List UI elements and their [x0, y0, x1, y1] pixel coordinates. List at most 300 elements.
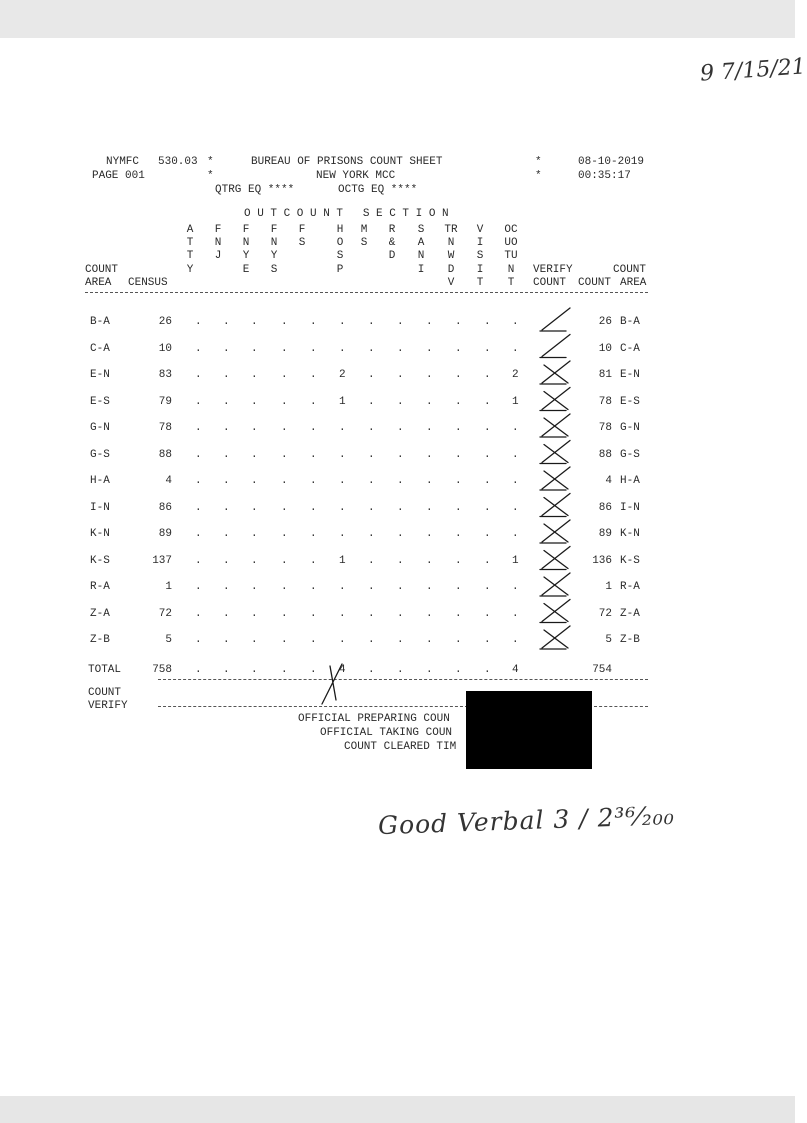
empty-cell-dot: . — [281, 395, 288, 408]
count-cell: 86 — [598, 501, 612, 514]
empty-cell-dot: . — [426, 395, 433, 408]
verify-slash-stroke — [542, 520, 570, 542]
outcount-header-letter: R — [388, 224, 396, 236]
empty-cell-dot: . — [368, 663, 375, 676]
empty-cell-dot: . — [195, 528, 202, 540]
empty-cell-dot: . — [310, 501, 317, 514]
empty-cell-dot: . — [195, 369, 202, 381]
outcount-header-letter: V — [476, 224, 484, 236]
empty-cell-dot: . — [195, 316, 202, 328]
outcount-header-letter: A — [417, 237, 425, 250]
empty-cell-dot: . — [397, 581, 404, 593]
empty-cell-dot: . — [223, 475, 230, 487]
count-area-header-1: COUNT — [85, 264, 119, 276]
empty-cell-dot: . — [251, 528, 258, 540]
verify-cross-stroke — [544, 630, 568, 648]
empty-cell-dot: . — [426, 501, 433, 514]
empty-cell-dot: . — [484, 663, 491, 676]
verify-slash-stroke — [542, 547, 570, 569]
empty-cell-dot: . — [512, 342, 519, 355]
empty-cell-dot: . — [339, 342, 346, 355]
outcount-header-letter: TR — [444, 224, 458, 236]
empty-cell-dot: . — [281, 634, 288, 646]
total-label: TOTAL — [88, 663, 122, 676]
empty-cell-dot: . — [251, 369, 258, 381]
verify-cross-stroke — [544, 604, 568, 622]
outcount-header-letter: F — [242, 224, 250, 236]
count-area-cell: C-A — [90, 342, 110, 355]
outcount-header-letter: S — [360, 237, 368, 250]
count-cell: 1 — [605, 581, 612, 593]
outcount-value: 1 — [512, 395, 519, 408]
verify-slash-stroke — [542, 308, 570, 330]
empty-cell-dot: . — [426, 554, 433, 567]
empty-cell-dot: . — [223, 501, 230, 514]
header-asterisk: * — [207, 156, 214, 168]
census-cell: 86 — [158, 501, 172, 514]
empty-cell-dot: . — [397, 634, 404, 646]
count-area-cell: I-N — [90, 501, 110, 514]
empty-cell-dot: . — [484, 342, 491, 355]
report-number: 530.03 — [158, 156, 198, 168]
right-count-header: COUNT — [613, 264, 647, 276]
outcount-header-letter: I — [476, 263, 484, 276]
empty-cell-dot: . — [512, 422, 519, 434]
census-cell: 26 — [158, 316, 172, 328]
census-cell: 88 — [158, 448, 172, 461]
census-cell: 10 — [158, 342, 172, 355]
report-title: BUREAU OF PRISONS COUNT SHEET — [251, 156, 443, 168]
outcount-header-letter: N — [507, 263, 515, 276]
empty-cell-dot: . — [484, 554, 491, 567]
outcount-header-letter: P — [336, 263, 344, 276]
empty-cell-dot: . — [368, 501, 375, 514]
empty-cell-dot: . — [339, 422, 346, 434]
empty-cell-dot: . — [223, 607, 230, 620]
empty-cell-dot: . — [512, 501, 519, 514]
empty-cell-dot: . — [223, 554, 230, 567]
count-area-right-cell: Z-A — [620, 607, 640, 620]
page-number: PAGE 001 — [92, 170, 145, 182]
empty-cell-dot: . — [512, 475, 519, 487]
empty-cell-dot: . — [368, 634, 375, 646]
empty-cell-dot: . — [397, 501, 404, 514]
empty-cell-dot: . — [339, 634, 346, 646]
count-area-right-cell: H-A — [620, 475, 640, 487]
census-header: CENSUS — [128, 277, 168, 289]
empty-cell-dot: . — [251, 634, 258, 646]
empty-cell-dot: . — [310, 663, 317, 676]
outcount-value: 2 — [339, 369, 346, 381]
empty-cell-dot: . — [368, 422, 375, 434]
empty-cell-dot: . — [455, 475, 462, 487]
empty-cell-dot: . — [484, 581, 491, 593]
empty-cell-dot: . — [251, 663, 258, 676]
empty-cell-dot: . — [281, 422, 288, 434]
empty-cell-dot: . — [426, 607, 433, 620]
empty-cell-dot: . — [512, 316, 519, 328]
empty-cell-dot: . — [455, 316, 462, 328]
outcount-header-letter: A — [186, 224, 194, 236]
empty-cell-dot: . — [223, 528, 230, 540]
empty-cell-dot: . — [223, 422, 230, 434]
outcount-header-letter: I — [476, 237, 484, 250]
right-area-header: AREA — [620, 277, 647, 289]
census-cell: 137 — [152, 554, 172, 567]
empty-cell-dot: . — [455, 663, 462, 676]
outcount-header-letter: S — [417, 224, 425, 236]
empty-cell-dot: . — [426, 634, 433, 646]
outcount-header-letter: OC — [504, 224, 518, 236]
outcount-header-letter: S — [336, 250, 344, 263]
empty-cell-dot: . — [251, 554, 258, 567]
outcount-header-letter: M — [360, 224, 368, 236]
outcount-header-letter: Y — [242, 250, 250, 263]
outcount-header-letter: T — [476, 276, 484, 289]
outcount-header-letter: Y — [270, 250, 278, 263]
outcount-value: 1 — [339, 395, 346, 408]
empty-cell-dot: . — [484, 316, 491, 328]
count-area-cell: E-S — [90, 395, 110, 408]
count-cell: 26 — [598, 316, 612, 328]
outcount-header-letter: D — [447, 263, 455, 276]
empty-cell-dot: . — [223, 342, 230, 355]
count-cell: 78 — [598, 422, 612, 434]
empty-cell-dot: . — [251, 342, 258, 355]
empty-cell-dot: . — [310, 634, 317, 646]
empty-cell-dot: . — [310, 581, 317, 593]
empty-cell-dot: . — [455, 448, 462, 461]
verify-cross-stroke — [544, 471, 568, 489]
count-area-cell: G-N — [90, 422, 110, 434]
empty-cell-dot: . — [426, 581, 433, 593]
empty-cell-dot: . — [426, 528, 433, 540]
empty-cell-dot: . — [195, 342, 202, 355]
empty-cell-dot: . — [223, 634, 230, 646]
empty-cell-dot: . — [195, 475, 202, 487]
empty-cell-dot: . — [339, 581, 346, 593]
outcount-header-letter: & — [388, 237, 396, 250]
verify-cross-stroke — [544, 365, 568, 383]
header-asterisk: * — [535, 170, 542, 182]
empty-cell-dot: . — [339, 316, 346, 328]
verify-slash-stroke — [542, 388, 570, 410]
empty-cell-dot: . — [426, 663, 433, 676]
empty-cell-dot: . — [484, 448, 491, 461]
count-area-right-cell: E-S — [620, 395, 640, 408]
empty-cell-dot: . — [310, 607, 317, 620]
empty-cell-dot: . — [426, 316, 433, 328]
outcount-section-heading: O U T C O U N T S E C T I O N — [244, 208, 449, 220]
count-cell: 78 — [598, 395, 612, 408]
verify-slash-stroke — [542, 626, 570, 648]
empty-cell-dot: . — [223, 316, 230, 328]
empty-cell-dot: . — [455, 528, 462, 540]
verify-cross-stroke — [544, 498, 568, 516]
empty-cell-dot: . — [339, 528, 346, 540]
empty-cell-dot: . — [426, 448, 433, 461]
empty-cell-dot: . — [426, 475, 433, 487]
count-cleared-time: COUNT CLEARED TIM — [344, 741, 457, 753]
empty-cell-dot: . — [426, 369, 433, 381]
count-area-header-2: AREA — [85, 277, 112, 289]
empty-cell-dot: . — [281, 554, 288, 567]
empty-cell-dot: . — [195, 554, 202, 567]
count-cell: 136 — [592, 554, 612, 567]
census-cell: 83 — [158, 369, 172, 381]
empty-cell-dot: . — [339, 607, 346, 620]
verify-slash-stroke — [542, 494, 570, 516]
empty-cell-dot: . — [455, 607, 462, 620]
count-area-cell: H-A — [90, 475, 110, 487]
empty-cell-dot: . — [368, 528, 375, 540]
empty-cell-dot: . — [223, 395, 230, 408]
official-preparing: OFFICIAL PREPARING COUN — [298, 713, 450, 725]
empty-cell-dot: . — [281, 475, 288, 487]
count-area-cell: E-N — [90, 369, 110, 381]
empty-cell-dot: . — [484, 395, 491, 408]
handwritten-date: 9 7/15/21 — [699, 54, 807, 87]
empty-cell-dot: . — [368, 581, 375, 593]
empty-cell-dot: . — [195, 634, 202, 646]
census-cell: 79 — [158, 395, 172, 408]
count-area-cell: K-N — [90, 528, 110, 540]
empty-cell-dot: . — [455, 422, 462, 434]
count-cell: 88 — [598, 448, 612, 461]
count-area-right-cell: C-A — [620, 342, 640, 355]
count-cell: 10 — [598, 342, 612, 355]
scan-border-bottom — [0, 1096, 795, 1123]
empty-cell-dot: . — [195, 501, 202, 514]
count-area-right-cell: Z-B — [620, 634, 640, 646]
outcount-header-letter: N — [417, 250, 425, 263]
empty-cell-dot: . — [484, 528, 491, 540]
outcount-header-letter: F — [270, 224, 278, 236]
count-area-cell: B-A — [90, 316, 110, 328]
system-code: NYMFC — [106, 156, 140, 168]
empty-cell-dot: . — [223, 448, 230, 461]
count-cell: 72 — [598, 607, 612, 620]
verify-cross-stroke — [544, 524, 568, 542]
empty-cell-dot: . — [455, 554, 462, 567]
empty-cell-dot: . — [195, 663, 202, 676]
count-area-right-cell: K-S — [620, 554, 640, 567]
empty-cell-dot: . — [368, 342, 375, 355]
empty-cell-dot: . — [310, 342, 317, 355]
empty-cell-dot: . — [223, 663, 230, 676]
outcount-header-letter: T — [186, 237, 194, 250]
outcount-header-letter: TU — [504, 250, 518, 263]
count-area-cell: R-A — [90, 581, 110, 593]
empty-cell-dot: . — [368, 395, 375, 408]
empty-cell-dot: . — [455, 395, 462, 408]
header-asterisk: * — [207, 170, 214, 182]
count-verify-label-2: VERIFY — [88, 700, 128, 712]
count-cell: 4 — [605, 475, 612, 487]
outcount-header-letter: T — [186, 250, 194, 263]
total-count: 754 — [592, 663, 612, 676]
empty-cell-dot: . — [251, 607, 258, 620]
count-cell: 5 — [605, 634, 612, 646]
verify-cross-stroke — [544, 445, 568, 463]
empty-cell-dot: . — [368, 475, 375, 487]
empty-cell-dot: . — [512, 607, 519, 620]
empty-cell-dot: . — [397, 316, 404, 328]
verify-slash-stroke — [542, 441, 570, 463]
empty-cell-dot: . — [397, 554, 404, 567]
empty-cell-dot: . — [426, 342, 433, 355]
official-taking: OFFICIAL TAKING COUN — [320, 727, 453, 739]
outcount-header-letter: O — [336, 237, 344, 250]
outcount-header-letter: S — [270, 263, 278, 276]
empty-cell-dot: . — [512, 448, 519, 461]
empty-cell-dot: . — [455, 369, 462, 381]
verify-slash-stroke — [542, 361, 570, 383]
empty-cell-dot: . — [484, 634, 491, 646]
outcount-header-letter: N — [270, 237, 278, 250]
outcount-header-letter: H — [336, 224, 344, 236]
empty-cell-dot: . — [251, 395, 258, 408]
outcount-header-letter: I — [417, 263, 425, 276]
empty-cell-dot: . — [251, 581, 258, 593]
count-area-right-cell: K-N — [620, 528, 640, 540]
outcount-value: 1 — [512, 554, 519, 567]
empty-cell-dot: . — [368, 448, 375, 461]
empty-cell-dot: . — [251, 475, 258, 487]
empty-cell-dot: . — [368, 369, 375, 381]
outcount-header-letter: Y — [186, 263, 194, 276]
outcount-header-letter: S — [298, 237, 306, 250]
count-area-cell: K-S — [90, 554, 110, 567]
empty-cell-dot: . — [484, 369, 491, 381]
count-area-right-cell: G-N — [620, 422, 640, 434]
empty-cell-dot: . — [512, 528, 519, 540]
count-verify-label-1: COUNT — [88, 687, 122, 699]
outcount-header-letter: F — [298, 224, 306, 236]
facility-name: NEW YORK MCC — [316, 170, 396, 182]
handwritten-verbal-note: Good Verbal 3 / 2³⁶⁄₂₀₀ — [377, 800, 676, 841]
outcount-header-letter: J — [214, 250, 222, 263]
empty-cell-dot: . — [484, 422, 491, 434]
empty-cell-dot: . — [310, 422, 317, 434]
census-cell: 72 — [158, 607, 172, 620]
verify-cross-stroke — [544, 577, 568, 595]
empty-cell-dot: . — [397, 342, 404, 355]
outcount-header-letter: W — [447, 250, 455, 263]
outcount-header-letter: UO — [504, 237, 518, 250]
outcount-header-letter: N — [447, 237, 455, 250]
count-area-cell: Z-B — [90, 634, 110, 646]
empty-cell-dot: . — [281, 342, 288, 355]
empty-cell-dot: . — [281, 528, 288, 540]
verify-cross-stroke — [544, 418, 568, 436]
count-header: COUNT — [578, 277, 612, 289]
report-time: 00:35:17 — [578, 170, 631, 182]
empty-cell-dot: . — [195, 448, 202, 461]
empty-cell-dot: . — [281, 581, 288, 593]
empty-cell-dot: . — [512, 581, 519, 593]
empty-cell-dot: . — [339, 501, 346, 514]
empty-cell-dot: . — [281, 501, 288, 514]
outcount-header-letter: V — [447, 276, 455, 289]
empty-cell-dot: . — [339, 448, 346, 461]
empty-cell-dot: . — [397, 475, 404, 487]
empty-cell-dot: . — [397, 528, 404, 540]
empty-cell-dot: . — [484, 501, 491, 514]
census-cell: 89 — [158, 528, 172, 540]
count-area-right-cell: I-N — [620, 501, 640, 514]
empty-cell-dot: . — [484, 475, 491, 487]
count-area-right-cell: G-S — [620, 448, 640, 461]
octg-eq: OCTG EQ **** — [338, 184, 418, 196]
empty-cell-dot: . — [339, 475, 346, 487]
empty-cell-dot: . — [484, 607, 491, 620]
empty-cell-dot: . — [455, 634, 462, 646]
total-census: 758 — [152, 663, 172, 676]
empty-cell-dot: . — [455, 501, 462, 514]
empty-cell-dot: . — [251, 422, 258, 434]
verify-header: VERIFY — [533, 264, 573, 276]
empty-cell-dot: . — [281, 369, 288, 381]
empty-cell-dot: . — [455, 342, 462, 355]
empty-cell-dot: . — [455, 581, 462, 593]
count-area-right-cell: E-N — [620, 369, 640, 381]
empty-cell-dot: . — [397, 395, 404, 408]
census-cell: 1 — [165, 581, 172, 593]
verify-slash-stroke — [542, 467, 570, 489]
empty-cell-dot: . — [397, 607, 404, 620]
empty-cell-dot: . — [310, 316, 317, 328]
empty-cell-dot: . — [195, 422, 202, 434]
empty-cell-dot: . — [397, 448, 404, 461]
empty-cell-dot: . — [195, 395, 202, 408]
empty-cell-dot: . — [310, 554, 317, 567]
empty-cell-dot: . — [310, 369, 317, 381]
outcount-header-letter: N — [242, 237, 250, 250]
empty-cell-dot: . — [310, 395, 317, 408]
count-cell: 81 — [598, 369, 612, 381]
empty-cell-dot: . — [281, 663, 288, 676]
empty-cell-dot: . — [281, 607, 288, 620]
verify-count-header: COUNT — [533, 277, 567, 289]
empty-cell-dot: . — [368, 554, 375, 567]
verify-slash-stroke — [542, 573, 570, 595]
empty-cell-dot: . — [310, 475, 317, 487]
empty-cell-dot: . — [512, 634, 519, 646]
total-cross-mark — [322, 664, 342, 704]
outcount-value: 2 — [512, 369, 519, 381]
header-asterisk: * — [535, 156, 542, 168]
empty-cell-dot: . — [195, 607, 202, 620]
empty-cell-dot: . — [223, 581, 230, 593]
count-area-cell: Z-A — [90, 607, 110, 620]
verify-slash-stroke — [542, 414, 570, 436]
qtrg-eq: QTRG EQ **** — [215, 184, 295, 196]
outcount-header-letter: N — [214, 237, 222, 250]
verify-cross-stroke — [544, 392, 568, 410]
count-cell: 89 — [598, 528, 612, 540]
census-cell: 78 — [158, 422, 172, 434]
count-area-right-cell: R-A — [620, 581, 640, 593]
empty-cell-dot: . — [310, 528, 317, 540]
empty-cell-dot: . — [251, 501, 258, 514]
outcount-header-letter: D — [388, 250, 396, 263]
report-date: 08-10-2019 — [578, 156, 645, 168]
verify-cross-stroke — [544, 551, 568, 569]
empty-cell-dot: . — [426, 422, 433, 434]
empty-cell-dot: . — [195, 581, 202, 593]
outcount-header-letter: E — [242, 263, 250, 276]
